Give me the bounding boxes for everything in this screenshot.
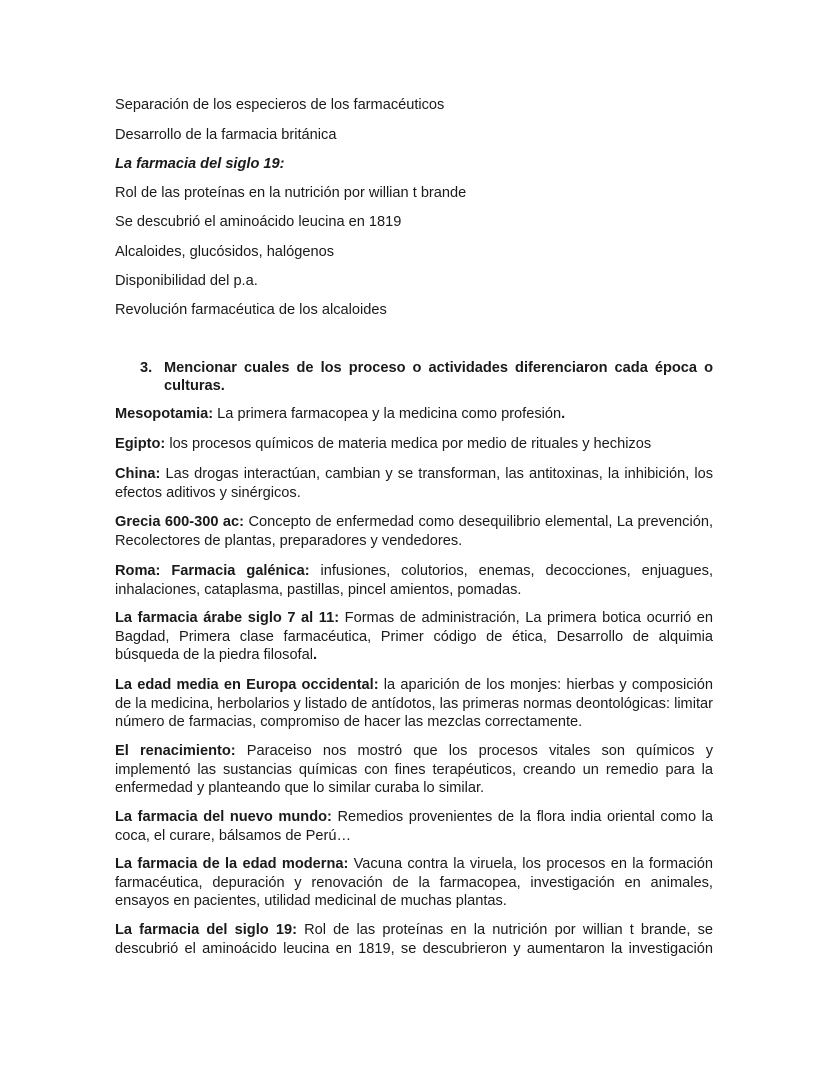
paragraph-text: Vacuna contra la viruela, los procesos en la formación farmacéutica, depuración y renovación de la farmacopea, investigación en animales, ensayos en pacientes, utilidad medicinal de muchas plantas.: [115, 856, 713, 909]
paragraph-label: China:: [115, 466, 161, 482]
paragraph-label: Grecia 600-300 ac:: [115, 514, 245, 530]
paragraph-text: Formas de administración, La primera botica ocurrió en Bagdad, Primera clase farmacéutica, Primer código de ética, Desarrollo de alquimia búsqueda de la piedra filosofal: [115, 610, 714, 663]
paragraph-text: infusiones, colutorios, enemas, decocciones, enjuagues, inhalaciones, cataplasma, pastillas, pincel amientos, pomadas.: [115, 563, 713, 598]
paragraph-label: La edad media en Europa occidental:: [115, 677, 379, 693]
paragraph-edad-moderna: [115, 855, 713, 911]
paragraph-text: Remedios provenientes de la flora india oriental como la coca, el curare, bálsamos de Perú…: [115, 809, 714, 844]
paragraph-label: Roma: Farmacia galénica:: [115, 563, 310, 579]
text-line-especieros: Separación de los especieros de los farmacéuticos: [115, 97, 445, 113]
paragraph-text: Rol de las proteínas en la nutrición por willian t brande, se descubrió el aminoácido leucina en 1819, se descubrieron y aumentaron la investigación: [115, 922, 713, 957]
paragraph-china: [115, 465, 713, 502]
question-number: 3.: [140, 360, 153, 376]
paragraph-label: La farmacia de la edad moderna:: [115, 856, 349, 872]
paragraph-text: la aparición de los monjes: hierbas y composición de la medicina, herbolarios y listado de antídotos, las primeras normas deontológicas: limitar número de farmacias, compromiso de hacer las mezclas correctamente.: [115, 677, 713, 730]
paragraph-siglo-19: [115, 921, 713, 958]
paragraph-label: Egipto:: [115, 436, 166, 452]
paragraph-tail: .: [312, 647, 318, 663]
paragraph-label: Mesopotamia:: [115, 406, 214, 422]
text-line-proteinas: Rol de las proteínas en la nutrición por willian t brande: [115, 185, 467, 201]
paragraph-farmacia-arabe: [115, 609, 713, 665]
text-line-farmacia-britanica: Desarrollo de la farmacia británica: [115, 127, 337, 143]
paragraph-text: los procesos químicos de materia medica por medio de rituales y hechizos: [165, 436, 652, 452]
paragraph-text: Concepto de enfermedad como desequilibrio elemental, La prevención, Recolectores de plantas, preparadores y vendedores.: [115, 514, 713, 549]
question-heading: [140, 359, 713, 395]
paragraph-label: La farmacia árabe siglo 7 al 11:: [115, 610, 340, 626]
question-text: Mencionar cuales de los proceso o actividades diferenciaron cada época o culturas.: [164, 360, 713, 394]
paragraph-text: Las drogas interactúan, cambian y se transforman, las antitoxinas, la inhibición, los efectos aditivos y sinérgicos.: [115, 466, 713, 501]
paragraph-nuevo-mundo: [115, 808, 713, 845]
paragraph-renacimiento: [115, 742, 713, 798]
paragraph-mesopotamia: [115, 405, 713, 424]
paragraph-egipto: [115, 435, 713, 454]
paragraph-text: Paraceiso nos mostró que los procesos vitales son químicos y implementó las sustancias químicas con fines terapéuticos, creando un remedio para la enfermedad y planteando que lo similar curaba lo similar.: [115, 743, 713, 796]
paragraph-label: El renacimiento:: [115, 743, 236, 759]
paragraph-edad-media: [115, 676, 713, 732]
section-heading-siglo-19: La farmacia del siglo 19:: [115, 156, 285, 172]
text-line-leucina: Se descubrió el aminoácido leucina en 1819: [115, 214, 402, 230]
paragraph-tail: .: [561, 406, 566, 422]
text-line-disponibilidad: Disponibilidad del p.a.: [115, 273, 258, 289]
text-line-revolucion: Revolución farmacéutica de los alcaloides: [115, 302, 387, 318]
paragraph-roma: [115, 562, 713, 599]
paragraph-grecia: [115, 513, 713, 550]
paragraph-text: La primera farmacopea y la medicina como profesión: [213, 406, 562, 422]
text-line-alcaloides: Alcaloides, glucósidos, halógenos: [115, 244, 335, 260]
paragraph-label: La farmacia del siglo 19:: [115, 922, 297, 938]
paragraph-label: La farmacia del nuevo mundo:: [115, 809, 332, 825]
